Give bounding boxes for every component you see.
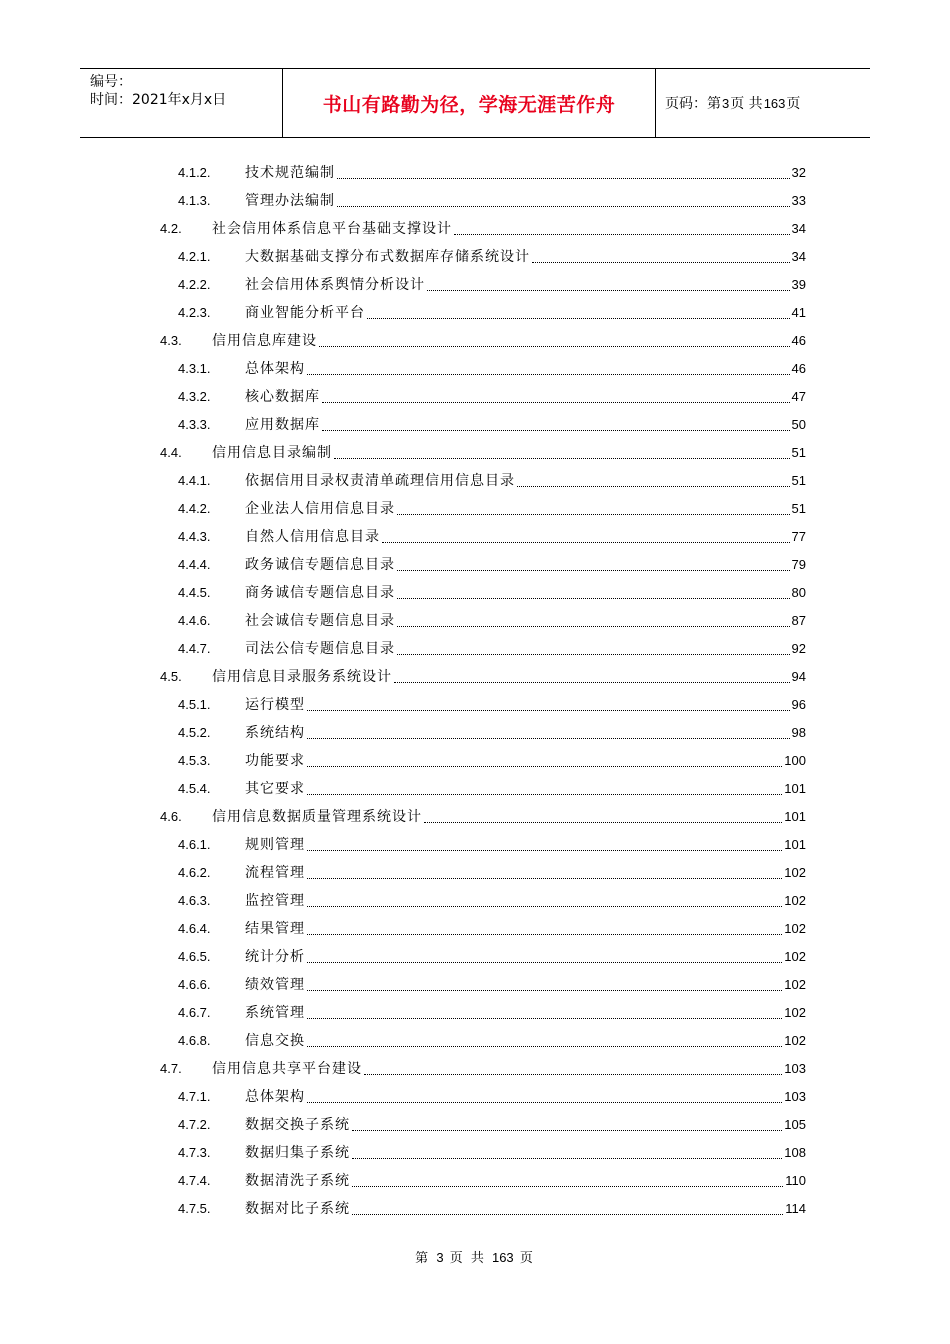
toc-entry-number: 4.1.3. <box>178 192 211 208</box>
toc-entry-number: 4.7. <box>160 1060 182 1076</box>
toc-dot-leader <box>397 514 790 515</box>
toc-entry-title: 大数据基础支撑分布式数据库存储系统设计 <box>245 249 530 265</box>
toc-entry-title: 政务诚信专题信息目录 <box>245 557 395 573</box>
toc-dot-leader <box>397 570 790 571</box>
motto: 书山有路勤为径，学海无涯苦作舟 <box>283 69 656 137</box>
page-footer <box>0 1247 950 1266</box>
toc-entry-title: 绩效管理 <box>245 977 305 993</box>
toc-dot-leader <box>307 1046 782 1047</box>
toc-entry-number: 4.5.2. <box>178 724 211 740</box>
toc-entry-page: 110 <box>785 1172 806 1188</box>
toc-dot-leader <box>382 542 790 543</box>
page-total: 163 <box>763 95 786 111</box>
toc-dot-leader <box>322 402 790 403</box>
toc-entry-page: 102 <box>784 920 806 936</box>
toc-dot-leader <box>532 262 790 263</box>
toc-entry-title: 系统结构 <box>245 725 305 741</box>
toc-entry[interactable] <box>178 858 806 886</box>
toc-entry-number: 4.1.2. <box>178 164 211 180</box>
toc-entry-page: 79 <box>791 556 806 572</box>
toc-entry-page: 46 <box>791 332 806 348</box>
toc-entry-page: 105 <box>784 1116 806 1132</box>
toc-entry-number: 4.4.1. <box>178 472 211 488</box>
toc-entry[interactable] <box>178 158 806 186</box>
toc-entry-page: 39 <box>791 276 806 292</box>
toc-entry-number: 4.6.6. <box>178 976 211 992</box>
footer-suffix: 页 <box>519 1251 535 1266</box>
toc-entry[interactable] <box>178 410 806 438</box>
footer-total: 163 <box>491 1250 514 1265</box>
toc-entry-title: 技术规范编制 <box>245 165 335 181</box>
toc-entry-page: 32 <box>791 164 806 180</box>
toc-entry-number: 4.4.6. <box>178 612 211 628</box>
page-current: 3 <box>722 95 730 111</box>
toc-entry-page: 102 <box>784 864 806 880</box>
toc-entry[interactable] <box>178 634 806 662</box>
toc-entry-title: 应用数据库 <box>245 417 320 433</box>
toc-entry-page: 101 <box>784 780 806 796</box>
toc-entry-number: 4.6.8. <box>178 1032 211 1048</box>
toc-entry-title: 流程管理 <box>245 865 305 881</box>
toc-entry-page: 102 <box>784 1004 806 1020</box>
toc-entry-title: 数据归集子系统 <box>245 1145 350 1161</box>
toc-entry-number: 4.5.3. <box>178 752 211 768</box>
toc-entry-title: 依据信用目录权责清单疏理信用信息目录 <box>245 473 515 489</box>
toc-entry-number: 4.4.2. <box>178 500 211 516</box>
toc-entry-title: 信息交换 <box>245 1033 305 1049</box>
toc-entry-page: 102 <box>784 948 806 964</box>
toc-entry-page: 103 <box>784 1060 806 1076</box>
toc-entry-title: 运行模型 <box>245 697 305 713</box>
toc-entry-title: 结果管理 <box>245 921 305 937</box>
toc-entry-page: 100 <box>784 752 806 768</box>
toc-entry-number: 4.2.3. <box>178 304 211 320</box>
toc-entry-number: 4.6.1. <box>178 836 211 852</box>
toc-entry[interactable] <box>178 1138 806 1166</box>
page-header <box>80 68 870 138</box>
toc-dot-leader <box>319 346 790 347</box>
toc-entry[interactable] <box>160 326 806 354</box>
toc-dot-leader <box>322 430 790 431</box>
toc-entry[interactable] <box>178 998 806 1026</box>
toc-dot-leader <box>367 318 790 319</box>
toc-dot-leader <box>454 234 790 235</box>
toc-dot-leader <box>397 626 790 627</box>
toc-dot-leader <box>307 738 790 739</box>
toc-entry-title: 功能要求 <box>245 753 305 769</box>
toc-entry-title: 管理办法编制 <box>245 193 335 209</box>
toc-dot-leader <box>517 486 790 487</box>
footer-mid: 页 共 <box>449 1251 486 1266</box>
toc-dot-leader <box>307 1102 782 1103</box>
footer-prefix: 第 <box>415 1251 431 1266</box>
toc-entry-title: 监控管理 <box>245 893 305 909</box>
toc-entry-page: 103 <box>784 1088 806 1104</box>
page-suffix: 页 <box>786 96 801 112</box>
toc-dot-leader <box>334 458 790 459</box>
toc-entry[interactable] <box>160 802 806 830</box>
toc-entry-page: 50 <box>791 416 806 432</box>
toc-dot-leader <box>352 1130 782 1131</box>
toc-entry-page: 80 <box>791 584 806 600</box>
toc-entry[interactable] <box>178 1166 806 1194</box>
toc-entry-page: 102 <box>784 892 806 908</box>
toc-entry[interactable] <box>178 494 806 522</box>
toc-entry[interactable] <box>178 242 806 270</box>
toc-entry-number: 4.5. <box>160 668 182 684</box>
toc-entry-number: 4.4.7. <box>178 640 211 656</box>
toc-entry-page: 102 <box>784 976 806 992</box>
toc-dot-leader <box>352 1158 782 1159</box>
header-page-info <box>656 69 870 137</box>
toc-dot-leader <box>307 990 782 991</box>
toc-entry-number: 4.3.3. <box>178 416 211 432</box>
toc-dot-leader <box>307 906 782 907</box>
toc-entry-number: 4.7.3. <box>178 1144 211 1160</box>
toc-entry-title: 司法公信专题信息目录 <box>245 641 395 657</box>
footer-current: 3 <box>436 1250 444 1265</box>
toc-entry-page: 41 <box>791 304 806 320</box>
toc-dot-leader <box>337 178 790 179</box>
toc-entry-number: 4.3. <box>160 332 182 348</box>
toc-entry-page: 101 <box>784 808 806 824</box>
toc-entry-title: 信用信息目录编制 <box>212 445 332 461</box>
toc-entry-title: 核心数据库 <box>245 389 320 405</box>
toc-entry[interactable] <box>178 774 806 802</box>
toc-entry[interactable] <box>178 1194 806 1222</box>
toc-entry-title: 信用信息共享平台建设 <box>212 1061 362 1077</box>
toc-entry-number: 4.7.2. <box>178 1116 211 1132</box>
toc-entry[interactable] <box>178 970 806 998</box>
toc-entry[interactable] <box>178 186 806 214</box>
toc-dot-leader <box>394 682 790 683</box>
toc-dot-leader <box>307 850 782 851</box>
page-prefix: 页码：第 <box>665 96 721 112</box>
toc-entry-number: 4.7.4. <box>178 1172 211 1188</box>
toc-dot-leader <box>352 1214 783 1215</box>
toc-entry-page: 46 <box>791 360 806 376</box>
toc-entry-number: 4.6.3. <box>178 892 211 908</box>
toc-entry-title: 系统管理 <box>245 1005 305 1021</box>
toc-entry-title: 数据清洗子系统 <box>245 1173 350 1189</box>
toc-entry-page: 98 <box>791 724 806 740</box>
toc-entry-page: 77 <box>791 528 806 544</box>
toc-entry-number: 4.4.5. <box>178 584 211 600</box>
toc-entry[interactable] <box>178 886 806 914</box>
toc-entry-title: 统计分析 <box>245 949 305 965</box>
toc-dot-leader <box>307 1018 782 1019</box>
toc-entry[interactable] <box>178 550 806 578</box>
toc-entry-title: 其它要求 <box>245 781 305 797</box>
toc-entry-title: 总体架构 <box>245 361 305 377</box>
toc-entry-title: 社会信用体系信息平台基础支撑设计 <box>212 221 452 237</box>
toc-entry[interactable] <box>160 662 806 690</box>
page-mid: 页 共 <box>730 96 763 112</box>
toc-entry[interactable] <box>160 1054 806 1082</box>
time-line <box>90 90 226 110</box>
toc-entry-page: 102 <box>784 1032 806 1048</box>
toc-entry-title: 信用信息库建设 <box>212 333 317 349</box>
toc-entry-page: 33 <box>791 192 806 208</box>
toc-dot-leader <box>397 654 790 655</box>
toc-entry-number: 4.4. <box>160 444 182 460</box>
toc-entry[interactable] <box>178 466 806 494</box>
toc-entry-number: 4.2.1. <box>178 248 211 264</box>
toc-dot-leader <box>424 822 782 823</box>
toc-entry[interactable] <box>178 578 806 606</box>
toc-dot-leader <box>307 374 790 375</box>
time-label: 时间： <box>90 92 132 108</box>
toc-entry-number: 4.6.2. <box>178 864 211 880</box>
toc-entry-page: 108 <box>784 1144 806 1160</box>
toc-entry-number: 4.6. <box>160 808 182 824</box>
toc-dot-leader <box>307 710 790 711</box>
toc-entry-title: 商业智能分析平台 <box>245 305 365 321</box>
toc-entry-title: 社会诚信专题信息目录 <box>245 613 395 629</box>
toc-entry[interactable] <box>178 942 806 970</box>
toc-entry[interactable] <box>178 522 806 550</box>
toc-entry-page: 51 <box>791 444 806 460</box>
toc-entry-number: 4.7.1. <box>178 1088 211 1104</box>
toc-entry[interactable] <box>178 1026 806 1054</box>
toc-entry-page: 47 <box>791 388 806 404</box>
toc-dot-leader <box>352 1186 783 1187</box>
toc-entry-number: 4.2. <box>160 220 182 236</box>
toc-entry[interactable] <box>160 438 806 466</box>
toc-entry[interactable] <box>178 1110 806 1138</box>
toc-dot-leader <box>307 934 782 935</box>
toc-entry[interactable] <box>178 1082 806 1110</box>
code-label: 编号： <box>90 74 132 90</box>
toc-entry-page: 101 <box>784 836 806 852</box>
toc-entry-number: 4.6.5. <box>178 948 211 964</box>
toc-entry[interactable] <box>160 214 806 242</box>
toc-entry-title: 商务诚信专题信息目录 <box>245 585 395 601</box>
toc-entry-page: 96 <box>791 696 806 712</box>
toc-entry[interactable] <box>178 830 806 858</box>
toc-dot-leader <box>307 794 782 795</box>
date-value: 2021年x月x日 <box>132 92 227 108</box>
toc-entry-title: 信用信息数据质量管理系统设计 <box>212 809 422 825</box>
toc-entry-number: 4.7.5. <box>178 1200 211 1216</box>
toc-entry-number: 4.5.1. <box>178 696 211 712</box>
toc-entry-title: 企业法人信用信息目录 <box>245 501 395 517</box>
toc-entry-page: 92 <box>791 640 806 656</box>
toc-entry-page: 94 <box>791 668 806 684</box>
toc-entry-number: 4.5.4. <box>178 780 211 796</box>
toc-entry-page: 87 <box>791 612 806 628</box>
toc-entry-title: 社会信用体系舆情分析设计 <box>245 277 425 293</box>
toc-entry[interactable] <box>178 746 806 774</box>
toc-entry[interactable] <box>178 914 806 942</box>
toc-entry[interactable] <box>178 690 806 718</box>
toc-dot-leader <box>337 206 790 207</box>
toc-entry-title: 数据对比子系统 <box>245 1201 350 1217</box>
toc-entry-number: 4.4.4. <box>178 556 211 572</box>
toc-dot-leader <box>364 1074 782 1075</box>
toc-entry[interactable] <box>178 354 806 382</box>
toc-entry-number: 4.4.3. <box>178 528 211 544</box>
toc-entry-title: 信用信息目录服务系统设计 <box>212 669 392 685</box>
toc-entry-number: 4.2.2. <box>178 276 211 292</box>
toc-entry-page: 51 <box>791 472 806 488</box>
toc-entry[interactable] <box>178 270 806 298</box>
toc-entry[interactable] <box>178 606 806 634</box>
toc-entry-page: 34 <box>791 220 806 236</box>
toc-dot-leader <box>307 878 782 879</box>
toc-entry-number: 4.6.7. <box>178 1004 211 1020</box>
toc-dot-leader <box>427 290 790 291</box>
toc-entry[interactable] <box>178 718 806 746</box>
toc-entry-title: 自然人信用信息目录 <box>245 529 380 545</box>
toc-entry-number: 4.6.4. <box>178 920 211 936</box>
toc-dot-leader <box>307 962 782 963</box>
toc-entry[interactable] <box>178 298 806 326</box>
toc-dot-leader <box>307 766 782 767</box>
toc-entry[interactable] <box>178 382 806 410</box>
toc-entry-title: 数据交换子系统 <box>245 1117 350 1133</box>
toc-entry-page: 34 <box>791 248 806 264</box>
toc-entry-title: 总体架构 <box>245 1089 305 1105</box>
toc-entry-page: 51 <box>791 500 806 516</box>
toc-dot-leader <box>397 598 790 599</box>
toc-entry-title: 规则管理 <box>245 837 305 853</box>
toc-entry-number: 4.3.2. <box>178 388 211 404</box>
header-meta-cell <box>80 69 283 137</box>
toc-entry-number: 4.3.1. <box>178 360 211 376</box>
toc-entry-page: 114 <box>785 1200 806 1216</box>
